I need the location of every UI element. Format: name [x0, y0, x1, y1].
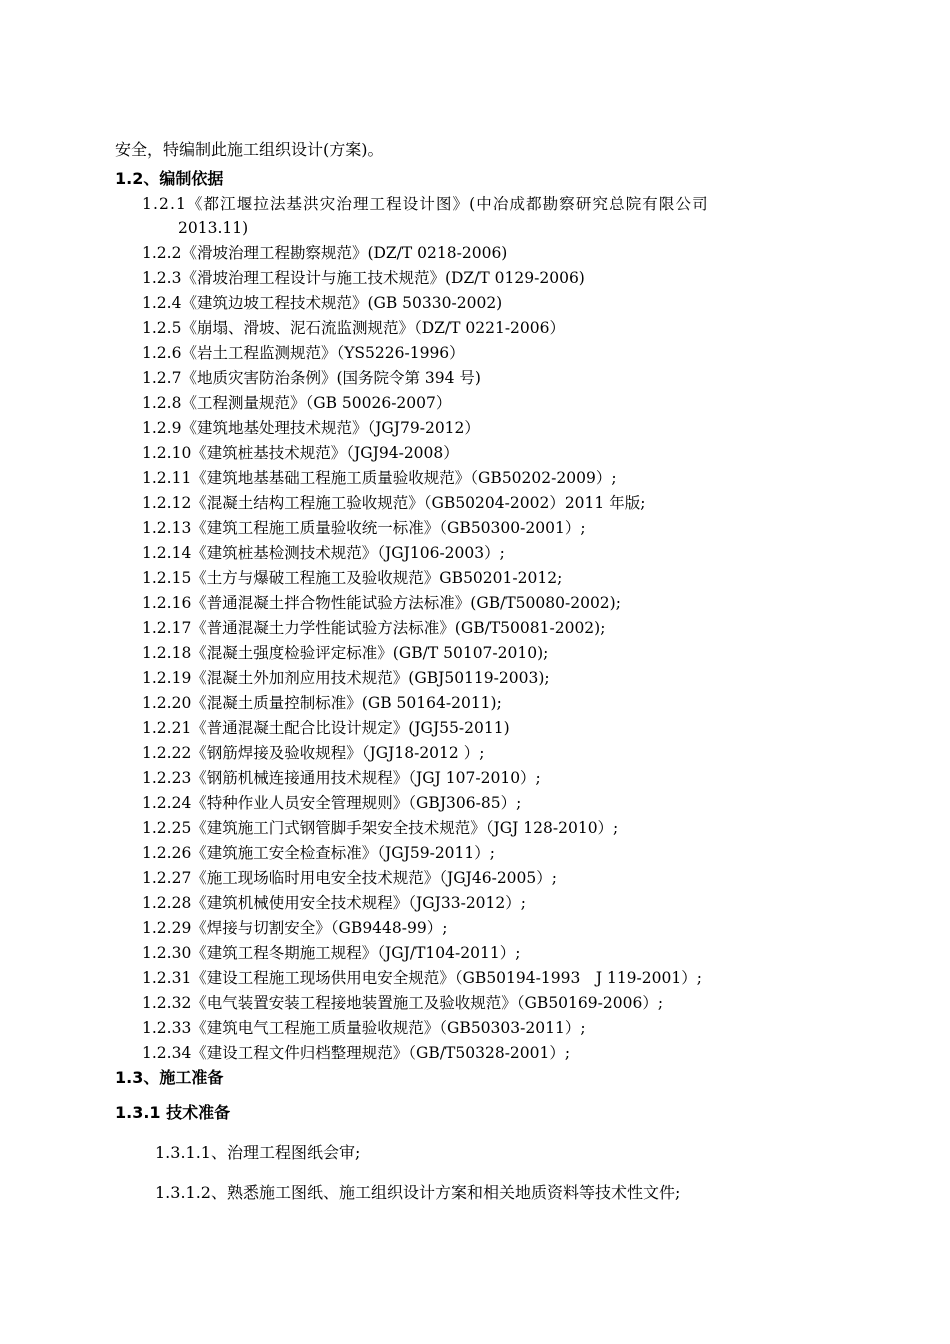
- reference-item-1-continued: 2013.11): [178, 219, 249, 237]
- reference-item: 1.2.8《工程测量规范》（GB 50026-2007）: [142, 394, 452, 412]
- sub-item: 1.3.1.2、熟悉施工图纸、施工组织设计方案和相关地质资料等技术性文件;: [155, 1183, 681, 1202]
- reference-item: 1.2.17《普通混凝土力学性能试验方法标准》(GB/T50081-2002);: [142, 619, 606, 637]
- reference-item: 1.2.21《普通混凝土配合比设计规定》(JGJ55-2011): [142, 719, 510, 737]
- sub-item: 1.3.1.1、治理工程图纸会审;: [155, 1143, 361, 1162]
- reference-item: 1.2.19《混凝土外加剂应用技术规范》(GBJ50119-2003);: [142, 669, 550, 687]
- reference-item: 1.2.34《建设工程文件归档整理规范》（GB/T50328-2001）;: [142, 1044, 571, 1062]
- reference-item: 1.2.10《建筑桩基技术规范》（JGJ94-2008）: [142, 444, 459, 462]
- reference-item: 1.2.9《建筑地基处理技术规范》（JGJ79-2012）: [142, 419, 480, 437]
- reference-item: 1.2.24《特种作业人员安全管理规则》（GBJ306-85）;: [142, 794, 522, 812]
- reference-item: 1.2.13《建筑工程施工质量验收统一标准》（GB50300-2001）;: [142, 519, 586, 537]
- reference-item: 1.2.7《地质灾害防治条例》(国务院令第 394 号): [142, 369, 481, 387]
- reference-item: 1.2.20《混凝土质量控制标准》(GB 50164-2011);: [142, 694, 502, 712]
- reference-item: 1.2.4《建筑边坡工程技术规范》(GB 50330-2002): [142, 294, 503, 312]
- reference-item: 1.2.31《建设工程施工现场供用电安全规范》（GB50194-1993 J 119-2001）;: [142, 969, 702, 987]
- reference-item: 1.2.30《建筑工程冬期施工规程》（JGJ/T104-2011）;: [142, 944, 521, 962]
- reference-item: 1.2.2《滑坡治理工程勘察规范》(DZ/T 0218-2006): [142, 244, 508, 262]
- reference-item: 1.2.32《电气装置安装工程接地装置施工及验收规范》（GB50169-2006）;: [142, 994, 664, 1012]
- reference-item: 1.2.33《建筑电气工程施工质量验收规范》（GB50303-2011）;: [142, 1019, 586, 1037]
- reference-item: 1.2.11《建筑地基基础工程施工质量验收规范》（GB50202-2009）;: [142, 469, 617, 487]
- reference-item: 1.2.23《钢筋机械连接通用技术规程》（JGJ 107-2010）;: [142, 769, 541, 787]
- reference-item: 1.2.29《焊接与切割安全》（GB9448-99）;: [142, 919, 448, 937]
- reference-item: 1.2.3《滑坡治理工程设计与施工技术规范》(DZ/T 0129-2006): [142, 269, 585, 287]
- reference-item: 1.2.27《施工现场临时用电安全技术规范》（JGJ46-2005）;: [142, 869, 557, 887]
- reference-item-1: 1.2.1《都江堰拉法基洪灾治理工程设计图》(中冶成都勘察研究总院有限公司: [142, 195, 709, 213]
- intro-text: 安全，特编制此施工组织设计(方案)。: [115, 140, 384, 159]
- section-heading-1-2: 1.2、编制依据: [115, 169, 224, 188]
- section-heading-1-3: 1.3、施工准备: [115, 1068, 224, 1087]
- reference-item: 1.2.5《崩塌、滑坡、泥石流监测规范》（DZ/T 0221-2006）: [142, 319, 566, 337]
- reference-item: 1.2.12《混凝土结构工程施工验收规范》（GB50204-2002）2011 年版;: [142, 494, 646, 512]
- reference-item: 1.2.16《普通混凝土拌合物性能试验方法标准》(GB/T50080-2002);: [142, 594, 621, 612]
- reference-item: 1.2.28《建筑机械使用安全技术规程》（JGJ33-2012）;: [142, 894, 526, 912]
- reference-item: 1.2.6《岩土工程监测规范》（YS5226-1996）: [142, 344, 465, 362]
- reference-item: 1.2.14《建筑桩基检测技术规范》（JGJ106-2003）;: [142, 544, 505, 562]
- reference-item: 1.2.15《土方与爆破工程施工及验收规范》GB50201-2012;: [142, 569, 563, 587]
- reference-item: 1.2.22《钢筋焊接及验收规程》（JGJ18-2012 ）;: [142, 744, 485, 762]
- section-heading-1-3-1: 1.3.1 技术准备: [115, 1103, 231, 1122]
- reference-item: 1.2.25《建筑施工门式钢管脚手架安全技术规范》（JGJ 128-2010）;: [142, 819, 619, 837]
- reference-item: 1.2.18《混凝土强度检验评定标准》(GB/T 50107-2010);: [142, 644, 549, 662]
- reference-item: 1.2.26《建筑施工安全检查标准》（JGJ59-2011）;: [142, 844, 495, 862]
